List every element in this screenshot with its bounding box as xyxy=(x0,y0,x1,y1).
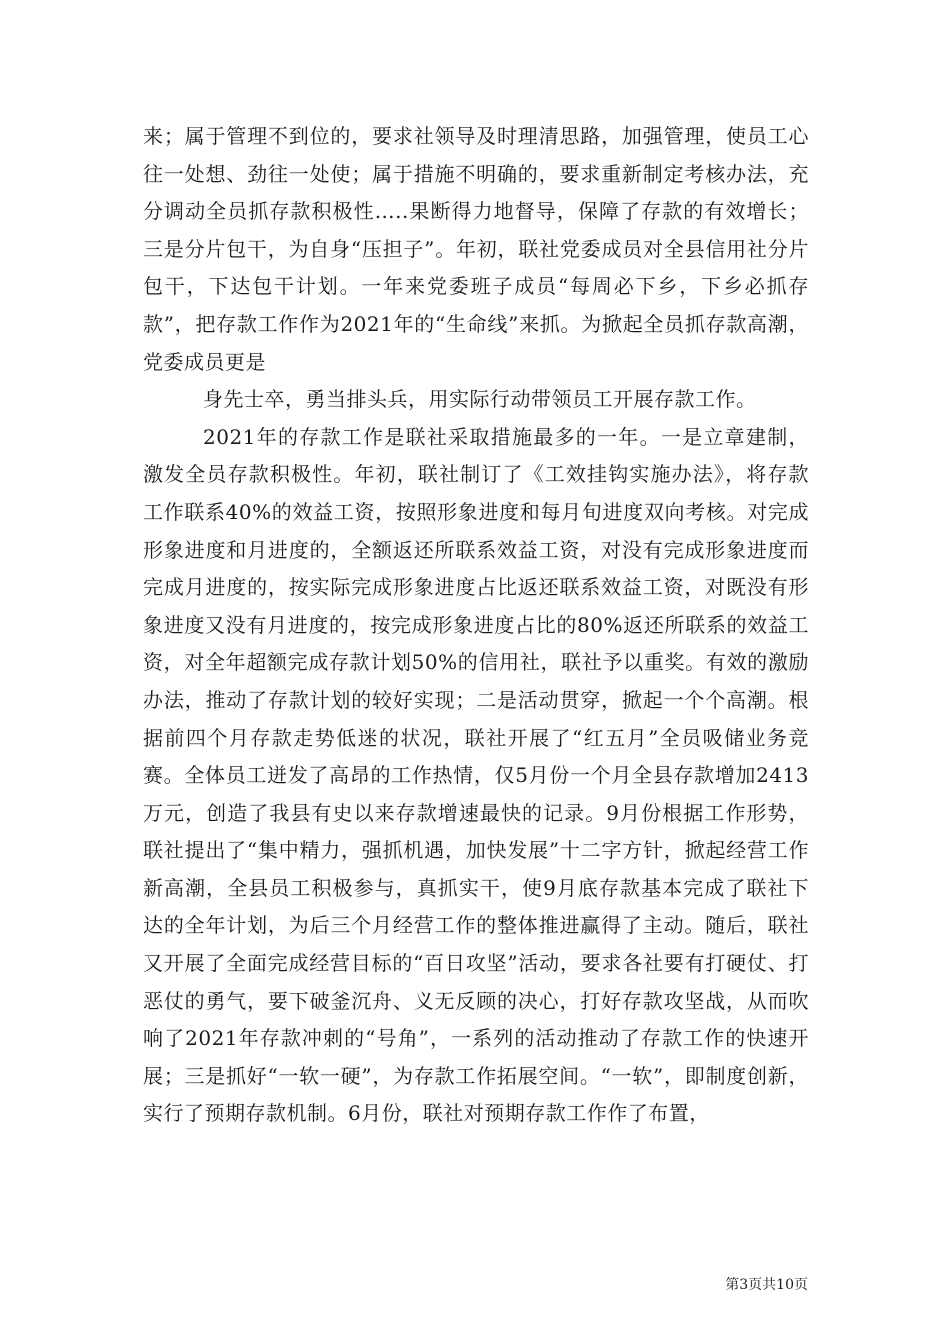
paragraph-2: 身先士卒，勇当排头兵，用实际行动带领员工开展存款工作。 xyxy=(203,387,757,412)
paragraph-3: 2021年的存款工作是联社采取措施最多的一年。一是立章建制，激发全员存款积极性。年初，联社制订了《工效挂钩实施办法》，将存款工作联系40%的效益工资，按照形象进度和每月旬进度双向考核。对完成形象进度和月进度的，全额返还所联系效益工资，对没有完成形象进度而完成月进度的，按实际完成形象进度占比返还联系效益工资，对既没有形象进度又没有月进度的，按完成形象进度占比的80%返还所联系的效益工资，对全年超额完成存款计划50%的信用社，联社予以重奖。有效的激励办法，推动了存款计划的较好实现；二是活动贯穿，掀起一个个高潮。根据前四个月存款走势低迷的状况，联社开展了“红五月”全员吸储业务竞赛。全体员工迸发了高昂的工作热情，仅5月份一个月全县存款增加2413万元，创造了我县有史以来存款增速最快的记录。9月份根据工作形势，联社提出了“集中精力，强抓机遇，加快发展”十二字方针，掀起经营工作新高潮，全县员工积极参与，真抓实干，使9月底存款基本完成了联社下达的全年计划，为后三个月经营工作的整体推进赢得了主动。随后，联社又开展了全面完成经营目标的“百日攻坚”活动，要求各社要有打硬仗、打恶仗的勇气，要下破釜沉舟、义无反顾的决心，打好存款攻坚战，从而吹响了2021年存款冲刺的“号角”，一系列的活动推动了存款工作的快速开展；三是抓好“一软一硬”，为存款工作拓展空间。“一软”，即制度创新，实行了预期存款机制。6月份，联社对预期存款工作作了布置， xyxy=(143,424,809,1126)
page-number-footer: 第3页共10页 xyxy=(725,1277,808,1293)
paragraph-1: 来；属于管理不到位的，要求社领导及时理清思路，加强管理，使员工心往一处想、劲往一处使；属于措施不明确的，要求重新制定考核办法，充分调动全员抓存款积极性…..果断得力地督导，保障了存款的有效增长；三是分片包干，为自身“压担子”。年初，联社党委成员对全县信用社分片包干，下达包干计划。一年来党委班子成员“每周必下乡，下乡必抓存款”，把存款工作作为2021年的“生命线”来抓。为掀起全员抓存款高潮，党委成员更是 xyxy=(143,124,809,374)
document-body xyxy=(143,118,809,1133)
